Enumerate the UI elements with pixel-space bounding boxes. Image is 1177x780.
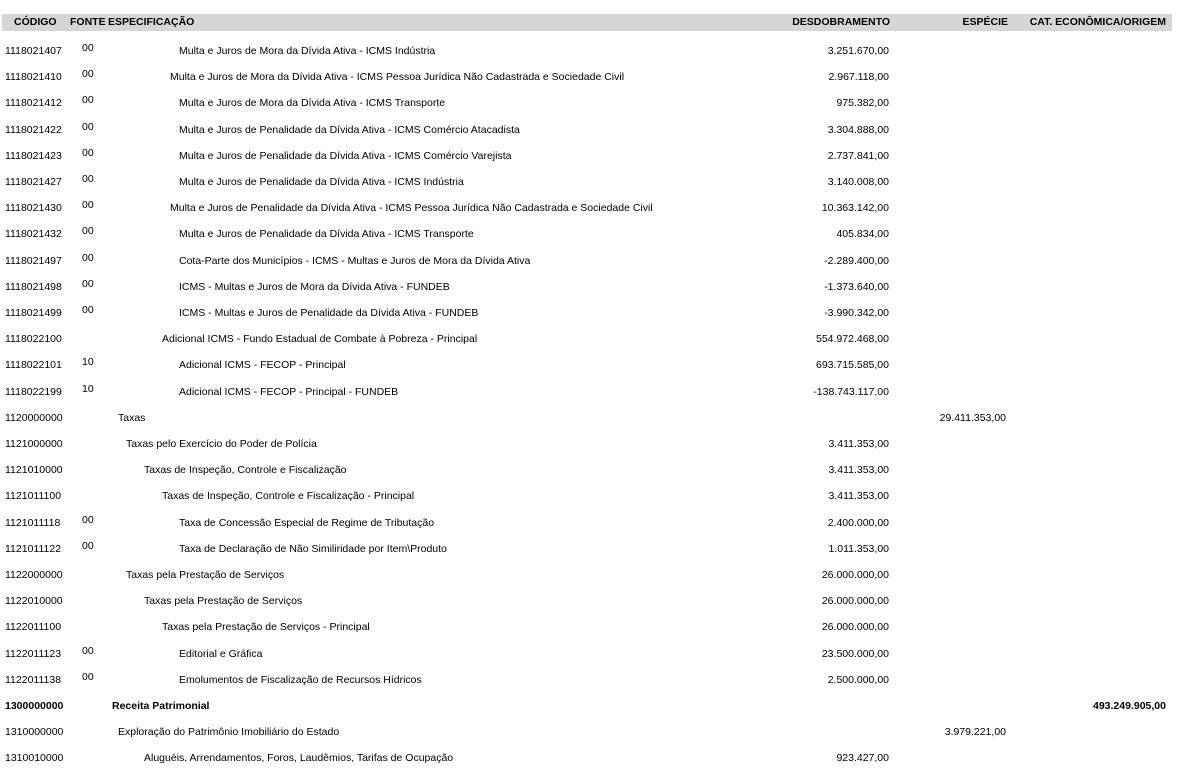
row-especificacao: Taxas pela Prestação de Serviços [126,569,285,581]
table-row [0,483,1177,503]
row-desdobramento: 3.251.670,00 [827,45,889,57]
table-row [0,169,1177,189]
row-desdobramento: -1.373.640,00 [824,280,889,293]
row-codigo: 1300000000 [5,700,64,712]
row-especificacao: Adicional ICMS - Fundo Estadual de Combate à Pobreza - Principal [162,333,478,346]
row-desdobramento: 23.500.000,00 [821,647,889,660]
row-codigo: 1310000000 [5,726,64,739]
row-desdobramento: 10.363.142,00 [821,202,889,215]
row-codigo: 1118021410 [5,71,62,84]
row-desdobramento: 3.411.353,00 [828,490,889,503]
row-especificacao: Taxa de Concessão Especial de Regime de Tributação [179,516,435,529]
row-especificacao: Multa e Juros de Mora da Dívida Ativa - ICMS Pessoa Jurídica Não Cadastrada e Sociedade Civil [170,71,625,84]
table-row [0,221,1177,241]
row-especificacao: Multa e Juros de Mora da Dívida Ativa - ICMS Indústria [179,45,436,57]
row-especificacao: Taxas de Inspeção, Controle e Fiscalização - Principal [162,490,415,503]
row-codigo: 1118021412 [5,97,62,110]
row-desdobramento: 2.500.000,00 [827,673,889,686]
row-fonte: 00 [82,146,94,159]
row-codigo: 1122000000 [5,569,63,581]
table-row [0,510,1177,530]
row-fonte: 10 [82,356,94,369]
row-codigo: 1118022100 [5,333,62,346]
row-codigo: 1122011100 [5,621,62,634]
row-codigo: 1118021423 [5,149,62,162]
table-row [0,588,1177,608]
row-especificacao: Multa e Juros de Mora da Dívida Ativa - ICMS Transporte [179,97,446,110]
row-desdobramento: -138.743.117,00 [813,385,889,398]
row-fonte: 00 [82,68,94,81]
table-row [0,562,1177,582]
row-desdobramento: 26.000.000,00 [821,595,889,608]
row-especificacao: Taxas de Inspeção, Controle e Fiscalização [144,464,347,477]
row-codigo: 1118021430 [5,202,62,215]
row-especificacao: Multa e Juros de Penalidade da Dívida Ativa - ICMS Pessoa Jurídica Não Cadastrada e Sociedade Civil [170,202,653,215]
row-desdobramento: 2.967.118,00 [828,71,889,84]
row-especificacao: Aluguéis, Arrendamentos, Foros, Laudêmios, Tarifas de Ocupação [144,752,454,765]
table-row [0,719,1177,739]
table-row [0,117,1177,137]
row-desdobramento: 26.000.000,00 [821,621,889,634]
row-fonte: 00 [82,513,94,526]
row-fonte: 10 [82,382,94,395]
table-row [0,536,1177,556]
row-especificacao: Taxas pela Prestação de Serviços - Principal [162,621,370,634]
row-codigo: 1118021422 [5,123,62,136]
row-especificacao: Adicional ICMS - FECOP - Principal - FUNDEB [179,385,399,398]
row-desdobramento: 975.382,00 [836,97,889,110]
row-desdobramento: 1.011.353,00 [828,542,889,555]
table-row [0,745,1177,765]
row-especificacao: Emolumentos de Fiscalização de Recursos Hídricos [179,673,422,686]
row-fonte: 00 [82,277,94,290]
row-fonte: 00 [82,251,94,264]
table-row [0,90,1177,110]
header-especie: ESPÉCIE [962,16,1008,28]
row-fonte: 00 [82,304,94,316]
row-desdobramento: 26.000.000,00 [821,569,889,581]
table-row [0,143,1177,163]
row-codigo: 1121011122 [5,542,62,555]
row-especie: 3.979.221,00 [944,726,1006,739]
row-fonte: 00 [82,173,94,185]
row-codigo: 1122011138 [5,673,62,686]
header-cat-economica: CAT. ECONÔMICA/ORIGEM [1029,16,1166,28]
row-especificacao: Exploração do Patrimônio Imobiliário do Estado [118,726,340,739]
table-row [0,326,1177,346]
table-row [0,379,1177,399]
row-codigo: 1121011100 [5,490,62,503]
row-codigo: 1122011123 [5,647,62,660]
row-especificacao: Multa e Juros de Penalidade da Dívida Ativa - ICMS Indústria [179,176,464,188]
header-especificacao: ESPECIFICAÇÃO [108,16,195,28]
row-codigo: 1120000000 [5,411,63,424]
row-fonte: 00 [82,670,94,683]
table-row [0,274,1177,294]
row-codigo: 1118022101 [5,359,62,372]
table-row [0,195,1177,215]
row-codigo: 1118021432 [5,228,62,241]
header-desdobramento: DESDOBRAMENTO [792,16,890,28]
row-fonte: 00 [82,199,94,212]
row-desdobramento: 2.737.841,00 [827,149,889,162]
row-especificacao: ICMS - Multas e Juros de Penalidade da Dívida Ativa - FUNDEB [179,307,479,319]
row-desdobramento: 3.140.008,00 [827,176,889,188]
table-header [2,14,1172,31]
table-row [0,667,1177,687]
table-row [0,405,1177,425]
row-desdobramento: 554.972.468,00 [816,333,889,346]
row-fonte: 00 [82,120,94,133]
row-desdobramento: -3.990.342,00 [824,307,889,319]
row-desdobramento: 3.411.353,00 [828,464,889,477]
row-codigo: 1121010000 [5,464,63,477]
row-especificacao: Taxas [118,411,146,424]
header-fonte: FONTE [70,16,106,28]
table-row [0,248,1177,268]
row-codigo: 1310010000 [5,752,64,765]
table-row [0,614,1177,634]
row-especificacao: Cota-Parte dos Municípios - ICMS - Multas e Juros de Mora da Dívida Ativa [179,254,531,267]
row-codigo: 1118021497 [5,254,62,267]
table-row [0,693,1177,713]
table-row [0,64,1177,84]
row-especificacao: Multa e Juros de Penalidade da Dívida Ativa - ICMS Comércio Atacadista [179,123,520,136]
table-row [0,641,1177,661]
row-desdobramento: 923.427,00 [836,752,889,765]
row-desdobramento: 3.411.353,00 [828,438,889,450]
row-especificacao: ICMS - Multas e Juros de Mora da Dívida Ativa - FUNDEB [179,280,450,293]
row-especie: 29.411.353,00 [939,411,1006,424]
row-desdobramento: 3.304.888,00 [827,123,889,136]
row-codigo: 1118022199 [5,385,62,398]
row-fonte: 00 [82,539,94,552]
row-especificacao: Taxas pelo Exercício do Poder de Polícia [126,438,317,450]
table-row [0,352,1177,372]
row-codigo: 1121000000 [5,438,63,450]
table-row [0,431,1177,451]
row-fonte: 00 [82,42,94,54]
header-codigo: CÓDIGO [14,16,57,28]
table-row [0,457,1177,477]
row-codigo: 1118021499 [5,307,62,319]
row-codigo: 1118021407 [5,45,62,57]
table-row [0,38,1177,58]
row-fonte: 00 [82,94,94,107]
row-desdobramento: 405.834,00 [836,228,889,241]
row-codigo: 1118021427 [5,176,62,188]
row-codigo: 1122010000 [5,595,63,608]
row-especificacao: Editorial e Gráfica [179,647,263,660]
row-especificacao: Taxa de Declaração de Não Similiridade por Item\Produto [179,542,447,555]
row-fonte: 00 [82,225,94,238]
row-especificacao: Multa e Juros de Penalidade da Dívida Ativa - ICMS Comércio Varejista [179,149,512,162]
row-especificacao: Receita Patrimonial [112,700,210,712]
row-especificacao: Adicional ICMS - FECOP - Principal [179,359,346,372]
table-row [0,300,1177,320]
row-especificacao: Multa e Juros de Penalidade da Dívida Ativa - ICMS Transporte [179,228,474,241]
row-cat-economica: 493.249.905,00 [1093,700,1166,712]
row-codigo: 1121011118 [5,516,61,529]
row-desdobramento: -2.289.400,00 [824,254,889,267]
row-desdobramento: 693.715.585,00 [816,359,889,372]
row-codigo: 1118021498 [5,280,62,293]
row-fonte: 00 [82,644,94,657]
row-especificacao: Taxas pela Prestação de Serviços [144,595,303,608]
row-desdobramento: 2.400.000,00 [827,516,889,529]
